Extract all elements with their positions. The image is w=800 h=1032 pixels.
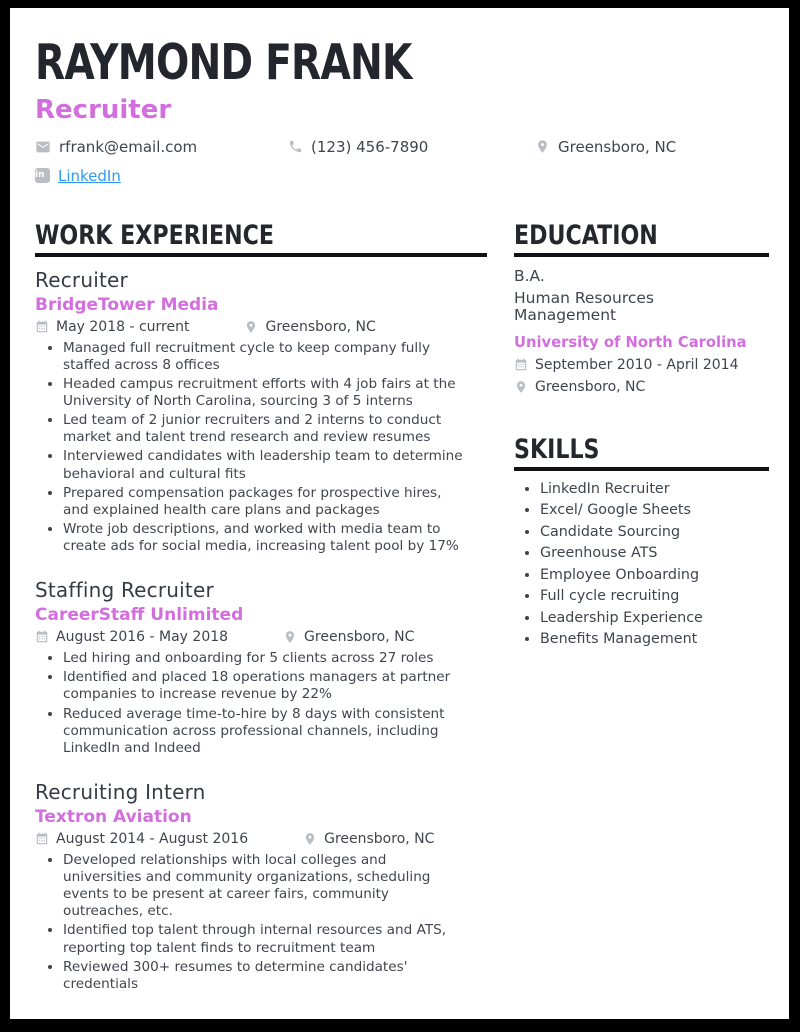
skill-item: • LinkedIn Recruiter xyxy=(540,481,769,497)
job-dates-text: August 2016 - May 2018 xyxy=(56,629,229,646)
field-of-study: Human Resources Management xyxy=(514,288,654,325)
location-pin-icon xyxy=(283,630,297,644)
job-dates xyxy=(35,319,189,335)
bullet-item: • Identified top talent through internal resources and ATS, reporting top talent finds to recruitment team xyxy=(63,922,473,956)
contact-location xyxy=(535,138,676,156)
job-dates xyxy=(35,831,248,847)
email-icon xyxy=(35,139,51,155)
work-entry xyxy=(35,578,487,757)
job-dates-text: May 2018 - current xyxy=(56,318,190,335)
job-location-text: Greensboro, NC xyxy=(304,629,415,646)
job-location xyxy=(244,319,375,335)
job-dates xyxy=(35,629,228,645)
bullet-item: • Managed full recruitment cycle to keep company fully staffed across 8 offices xyxy=(63,340,473,374)
section-heading-skills: SKILLS xyxy=(514,435,769,471)
school-name: University of North Carolina xyxy=(514,333,747,352)
section-heading-education: EDUCATION xyxy=(514,221,769,257)
education-location-text: Greensboro, NC xyxy=(535,379,646,396)
education-dates xyxy=(514,357,769,373)
location-pin-icon xyxy=(514,380,528,394)
location-text: Greensboro, NC xyxy=(558,137,677,156)
calendar-icon xyxy=(514,358,528,372)
skill-item: • Full cycle recruiting xyxy=(540,588,769,604)
work-experience-section xyxy=(35,221,487,995)
skill-item: • Benefits Management xyxy=(540,631,769,647)
skills-section xyxy=(514,435,769,647)
bullet-item: • Reduced average time-to-hire by 8 days with consistent communication across professional channels, including LinkedIn and Indeed xyxy=(63,706,473,757)
contact-block xyxy=(35,138,769,185)
contact-phone xyxy=(288,138,535,156)
bullet-item: • Interviewed candidates with leadership team to determine behavioral and cultural fits xyxy=(63,448,473,482)
calendar-icon xyxy=(35,320,49,334)
resume-body xyxy=(35,221,769,995)
phone-icon xyxy=(288,139,303,154)
education-location xyxy=(514,379,769,395)
company-name: Textron Aviation xyxy=(35,806,192,827)
bullet-item: • Led team of 2 junior recruiters and 2 interns to conduct market and talent trend research and review resumes xyxy=(63,412,473,446)
bullet-item: • Prepared compensation packages for prospective hires, and explained health care plans and packages xyxy=(63,485,473,519)
job-bullets xyxy=(35,650,487,757)
job-dates-text: August 2014 - August 2016 xyxy=(56,830,249,847)
right-column xyxy=(514,221,769,995)
company-name: BridgeTower Media xyxy=(35,294,219,315)
skill-item: • Leadership Experience xyxy=(540,610,769,626)
bullet-item: • Developed relationships with local colleges and universities and community organizations, scheduling events to be present at career fairs, community outreaches, etc. xyxy=(63,852,473,921)
candidate-title: Recruiter xyxy=(35,94,172,125)
linkedin-link[interactable]: LinkedIn xyxy=(58,166,121,185)
work-entry xyxy=(35,780,487,993)
location-pin-icon xyxy=(303,832,317,846)
skill-item: • Employee Onboarding xyxy=(540,567,769,583)
job-title: Recruiter xyxy=(35,267,128,292)
email-text: rfrank@email.com xyxy=(59,137,198,156)
contact-email xyxy=(35,138,288,156)
job-bullets xyxy=(35,340,487,556)
calendar-icon xyxy=(35,832,49,846)
education-section xyxy=(514,221,769,395)
bullet-item: • Identified and placed 18 operations managers at partner companies to increase revenue by 22% xyxy=(63,669,473,703)
skill-item: • Excel/ Google Sheets xyxy=(540,502,769,518)
skill-item: • Candidate Sourcing xyxy=(540,524,769,540)
location-pin-icon xyxy=(244,320,258,334)
job-location-text: Greensboro, NC xyxy=(324,830,435,847)
candidate-name: RAYMOND FRANK xyxy=(35,34,412,91)
degree: B.A. xyxy=(514,266,545,285)
education-dates-text: September 2010 - April 2014 xyxy=(535,357,739,374)
linkedin-icon: in xyxy=(35,168,50,183)
contact-linkedin xyxy=(35,167,121,185)
section-heading-work-experience: WORK EXPERIENCE xyxy=(35,221,487,257)
phone-text: (123) 456-7890 xyxy=(311,137,429,156)
job-title: Recruiting Intern xyxy=(35,779,206,804)
job-bullets xyxy=(35,852,487,993)
job-location xyxy=(303,831,434,847)
bullet-item: • Wrote job descriptions, and worked with media team to create ads for social media, increasing talent pool by 17% xyxy=(63,521,473,555)
bullet-item: • Headed campus recruitment efforts with 4 job fairs at the University of North Carolina, sourcing 3 of 5 interns xyxy=(63,376,473,410)
resume-header xyxy=(35,34,769,185)
bullet-item: • Reviewed 300+ resumes to determine candidates' credentials xyxy=(63,959,473,993)
job-location xyxy=(283,629,414,645)
job-title: Staffing Recruiter xyxy=(35,578,214,603)
job-location-text: Greensboro, NC xyxy=(265,318,376,335)
skills-list xyxy=(514,481,769,648)
location-pin-icon xyxy=(535,139,550,154)
company-name: CareerStaff Unlimited xyxy=(35,605,244,626)
bullet-item: • Led hiring and onboarding for 5 clients across 27 roles xyxy=(63,650,473,667)
calendar-icon xyxy=(35,630,49,644)
skill-item: • Greenhouse ATS xyxy=(540,545,769,561)
work-entry xyxy=(35,268,487,556)
